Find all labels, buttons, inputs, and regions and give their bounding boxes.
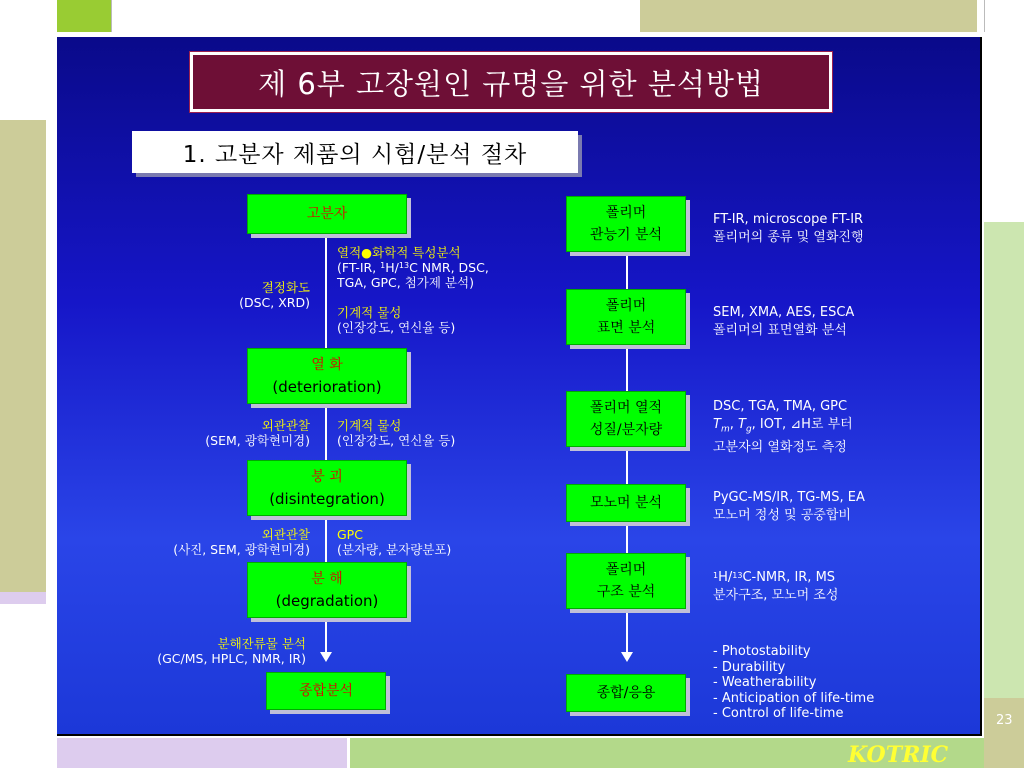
right-note-6-list [713,644,874,722]
right-note-2-purpose: 폴리머의 표면열화 분석 [713,323,847,338]
note-mechanical-2-title: 기계적 물성 [337,418,402,433]
right-note-3-tm-sub: m [720,424,730,435]
right-note-3-rest: , IOT, ⊿H로 부터 [751,417,853,432]
deco-block-bottom-lavender [57,738,347,768]
right-note-3-purpose: 고분자의 열화정도 측정 [713,439,847,455]
deco-block-right-tan [984,698,1024,768]
note-thermal-text-a: (FT-IR, [337,260,381,275]
right-note-5-sup-13: 13 [732,571,743,580]
note-thermal-methods-2: TGA, GPC, 첨가제 분석) [337,275,474,290]
left-box-comprehensive-label: 종합분석 [298,683,354,699]
note-thermal-sup-1: 1 [380,261,386,270]
note-mechanical-1-title: 기계적 물성 [337,305,402,320]
note-appearance-1 [170,418,310,448]
right-box-5-line1: 폴리머 [605,562,647,578]
note-thermal-methods-1 [337,260,489,275]
list-item: - Photostability [713,644,811,659]
note-thermal-text-b: H/ [385,260,399,275]
note-appearance-2-detail: (사진, SEM, 광학현미경) [173,542,310,557]
note-crystallinity-methods: (DSC, XRD) [239,295,310,310]
left-flow-arrowhead [320,652,332,662]
right-note-3-tm: T [713,417,721,432]
deco-block-tan-topright [984,0,1024,32]
brand-logo-text: KOTRIC [848,742,949,768]
left-box-deterioration-en: (deterioration) [272,378,382,396]
right-note-1-purpose: 폴리머의 종류 및 열화진행 [713,230,864,245]
right-note-1-methods: FT-IR, microscope FT-IR [713,212,864,227]
left-box-disintegration [247,460,407,516]
note-appearance-2-title: 외관관찰 [261,527,310,542]
right-note-3-sep: , [729,417,738,432]
right-box-4-line1: 모노머 분석 [589,495,663,511]
deco-block-left-lavender [0,592,46,604]
note-residue [120,636,306,666]
note-residue-title: 분해잔류물 분석 [217,636,306,651]
note-thermal-title: 열적●화학적 특성분석 [337,245,461,260]
right-box-1-line2: 관능기 분석 [589,227,663,243]
note-crystallinity-title: 결정화도 [261,280,310,295]
right-box-6-line1: 종합/응용 [596,685,656,701]
note-appearance-1-title: 외관관찰 [261,418,310,433]
right-box-application [566,674,686,712]
slide-subtitle: 1. 고분자 제품의 시험/분석 절차 [132,131,578,173]
note-mechanical-2-detail: (인장강도, 연신율 등) [337,433,456,448]
deco-block-right-white [984,36,1024,223]
right-note-1 [713,211,864,247]
note-thermal-chemical [337,245,489,290]
deco-block-white-top [111,0,642,32]
left-box-polymer [247,194,407,234]
left-box-degradation [247,562,407,618]
right-note-5-purpose: 분자구조, 모노머 조성 [713,588,839,603]
note-residue-detail: (GC/MS, HPLC, NMR, IR) [157,651,306,666]
right-note-3-tg: T [738,417,746,432]
note-mechanical-1 [337,305,455,335]
right-box-2-line2: 표면 분석 [596,320,656,336]
note-mechanical-2 [337,418,455,448]
right-note-3 [713,398,853,457]
note-gpc [337,527,451,557]
right-note-2-methods: SEM, XMA, AES, ESCA [713,305,855,320]
left-box-disintegration-label: 붕 괴 [311,469,343,485]
note-gpc-title: GPC [337,527,363,542]
right-box-structure [566,553,686,609]
left-box-degradation-en: (degradation) [275,592,379,610]
right-note-4-purpose: 모노머 정성 및 공중합비 [713,508,851,523]
right-note-2 [713,304,854,340]
right-box-1-line1: 폴리머 [605,205,647,221]
right-note-5 [713,569,838,605]
right-box-3-line1: 폴리머 열적 [589,400,663,416]
note-gpc-detail: (분자량, 분자량분포) [337,542,452,557]
deco-block-left-khaki [0,120,46,592]
note-thermal-text-c: C NMR, DSC, [409,260,489,275]
right-note-5-part1: H/ [718,570,733,585]
deco-block-green-top [57,0,111,32]
deco-block-left-bottom [0,604,46,768]
right-box-5-line2: 구조 분석 [596,584,656,600]
right-note-5-methods [713,569,838,587]
right-note-5-part2: C-NMR, IR, MS [742,570,836,585]
right-box-2-line1: 폴리머 [605,298,647,314]
right-flow-arrowhead [621,652,633,662]
right-note-3-params [713,416,853,439]
right-box-monomer [566,484,686,522]
page-number: 23 [996,713,1013,728]
right-note-4 [713,489,865,525]
left-box-deterioration-label: 열 화 [311,357,343,373]
list-item: - Weatherability [713,675,817,690]
note-crystallinity [206,280,310,310]
note-appearance-2 [130,527,310,557]
note-appearance-1-detail: (SEM, 광학현미경) [205,433,310,448]
deco-block-right-green [984,222,1024,698]
list-item: - Control of life-time [713,706,844,721]
left-box-polymer-label: 고분자 [306,206,348,222]
left-box-comprehensive [266,672,386,710]
right-box-3-line2: 성질/분자량 [589,422,663,438]
slide-title: 제 6부 고장원인 규명을 위한 분석방법 [190,52,832,112]
left-box-degradation-label: 분 해 [311,571,343,587]
deco-block-left-white [0,36,46,121]
left-box-disintegration-en: (disintegration) [269,490,385,508]
right-note-3-methods: DSC, TGA, TMA, GPC [713,399,848,414]
right-box-functional-group [566,196,686,252]
note-thermal-sup-13: 13 [398,261,410,270]
right-note-4-methods: PyGC-MS/IR, TG-MS, EA [713,490,865,505]
note-mechanical-1-detail: (인장강도, 연신율 등) [337,320,456,335]
right-note-3-tg-sub: g [745,424,752,435]
list-item: - Anticipation of life-time [713,690,875,706]
deco-block-khaki-top [640,0,977,32]
right-note-5-sup-1: 1 [713,571,719,580]
right-box-thermal [566,391,686,447]
left-box-deterioration [247,348,407,404]
right-box-surface [566,289,686,345]
list-item: - Durability [713,659,786,675]
